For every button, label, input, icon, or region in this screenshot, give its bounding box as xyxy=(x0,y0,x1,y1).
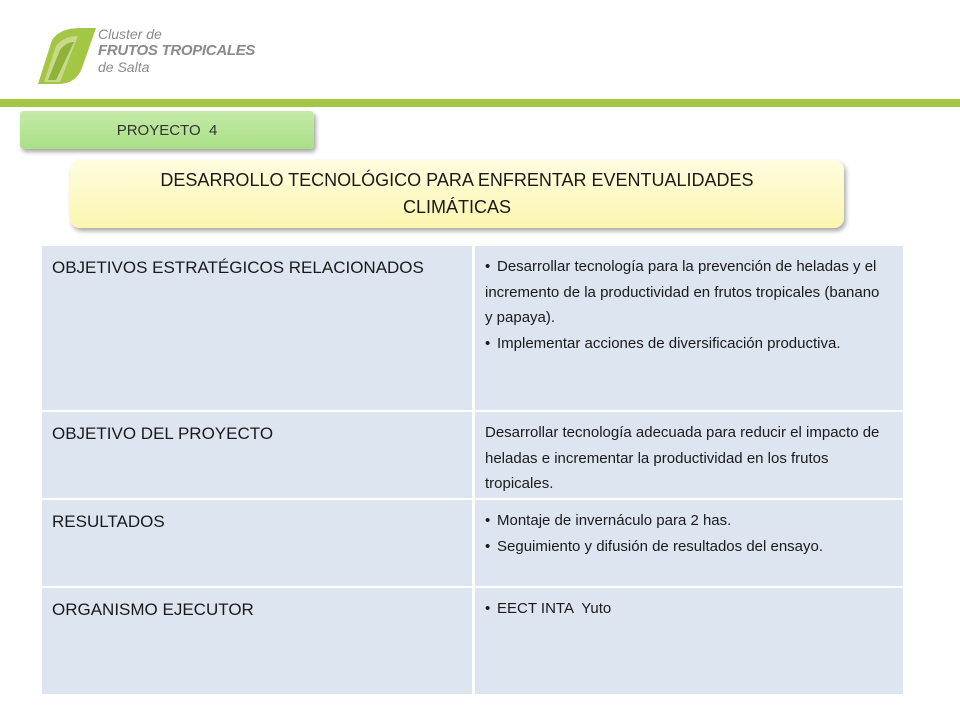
row-label: OBJETIVO DEL PROYECTO xyxy=(42,412,475,500)
row-content xyxy=(475,588,903,696)
row-label: OBJETIVOS ESTRATÉGICOS RELACIONADOS xyxy=(42,246,475,412)
row-label: ORGANISMO EJECUTOR xyxy=(42,588,475,696)
row-content xyxy=(475,500,903,588)
proyecto-label: PROYECTO 4 xyxy=(116,121,218,139)
row-text: Desarrollar tecnología adecuada para reducir el impacto de heladas e incrementar la productividad en los frutos tropicales. xyxy=(485,424,880,492)
list-item xyxy=(485,331,891,357)
bullet-list xyxy=(485,508,891,559)
logo-line-2: FRUTOS TROPICALES xyxy=(98,42,256,60)
proyecto-tab xyxy=(20,111,314,149)
logo-text xyxy=(98,26,255,75)
leaf-logo-icon xyxy=(30,22,100,92)
bullet-icon: • xyxy=(485,537,491,555)
page-title: DESARROLLO TECNOLÓGICO PARA ENFRENTAR EVENTUALIDADES CLIMÁTICAS xyxy=(160,170,754,217)
list-item xyxy=(485,534,891,560)
bullet-icon: • xyxy=(485,512,491,529)
bullet-icon: • xyxy=(485,334,491,352)
logo-line-1: Cluster de xyxy=(98,26,162,42)
list-item xyxy=(485,596,891,622)
header-divider xyxy=(0,99,960,107)
project-table xyxy=(42,246,903,696)
title-box xyxy=(70,160,844,228)
table-row xyxy=(42,246,903,412)
bullet-text: EECT INTA Yuto xyxy=(497,600,612,617)
list-item xyxy=(485,254,891,331)
row-label: RESULTADOS xyxy=(42,500,475,588)
bullet-list xyxy=(485,596,891,622)
logo-line-3: de Salta xyxy=(98,59,150,76)
bullet-text: Implementar acciones de diversificación productiva. xyxy=(497,334,841,352)
bullet-text: Montaje de invernáculo para 2 has. xyxy=(497,512,732,529)
list-item xyxy=(485,508,891,534)
logo xyxy=(30,22,260,92)
bullet-icon: • xyxy=(485,600,491,617)
bullet-icon: • xyxy=(485,258,491,275)
bullet-list xyxy=(485,254,891,356)
table-row xyxy=(42,588,903,696)
row-content xyxy=(475,246,903,412)
row-content xyxy=(475,412,903,500)
table-row xyxy=(42,412,903,500)
table-row xyxy=(42,500,903,588)
bullet-text: Seguimiento y difusión de resultados del ensayo. xyxy=(497,537,824,555)
bullet-text: Desarrollar tecnología para la prevención de heladas y el incremento de la productividad en frutos tropicales (banano y papaya). xyxy=(485,258,880,326)
